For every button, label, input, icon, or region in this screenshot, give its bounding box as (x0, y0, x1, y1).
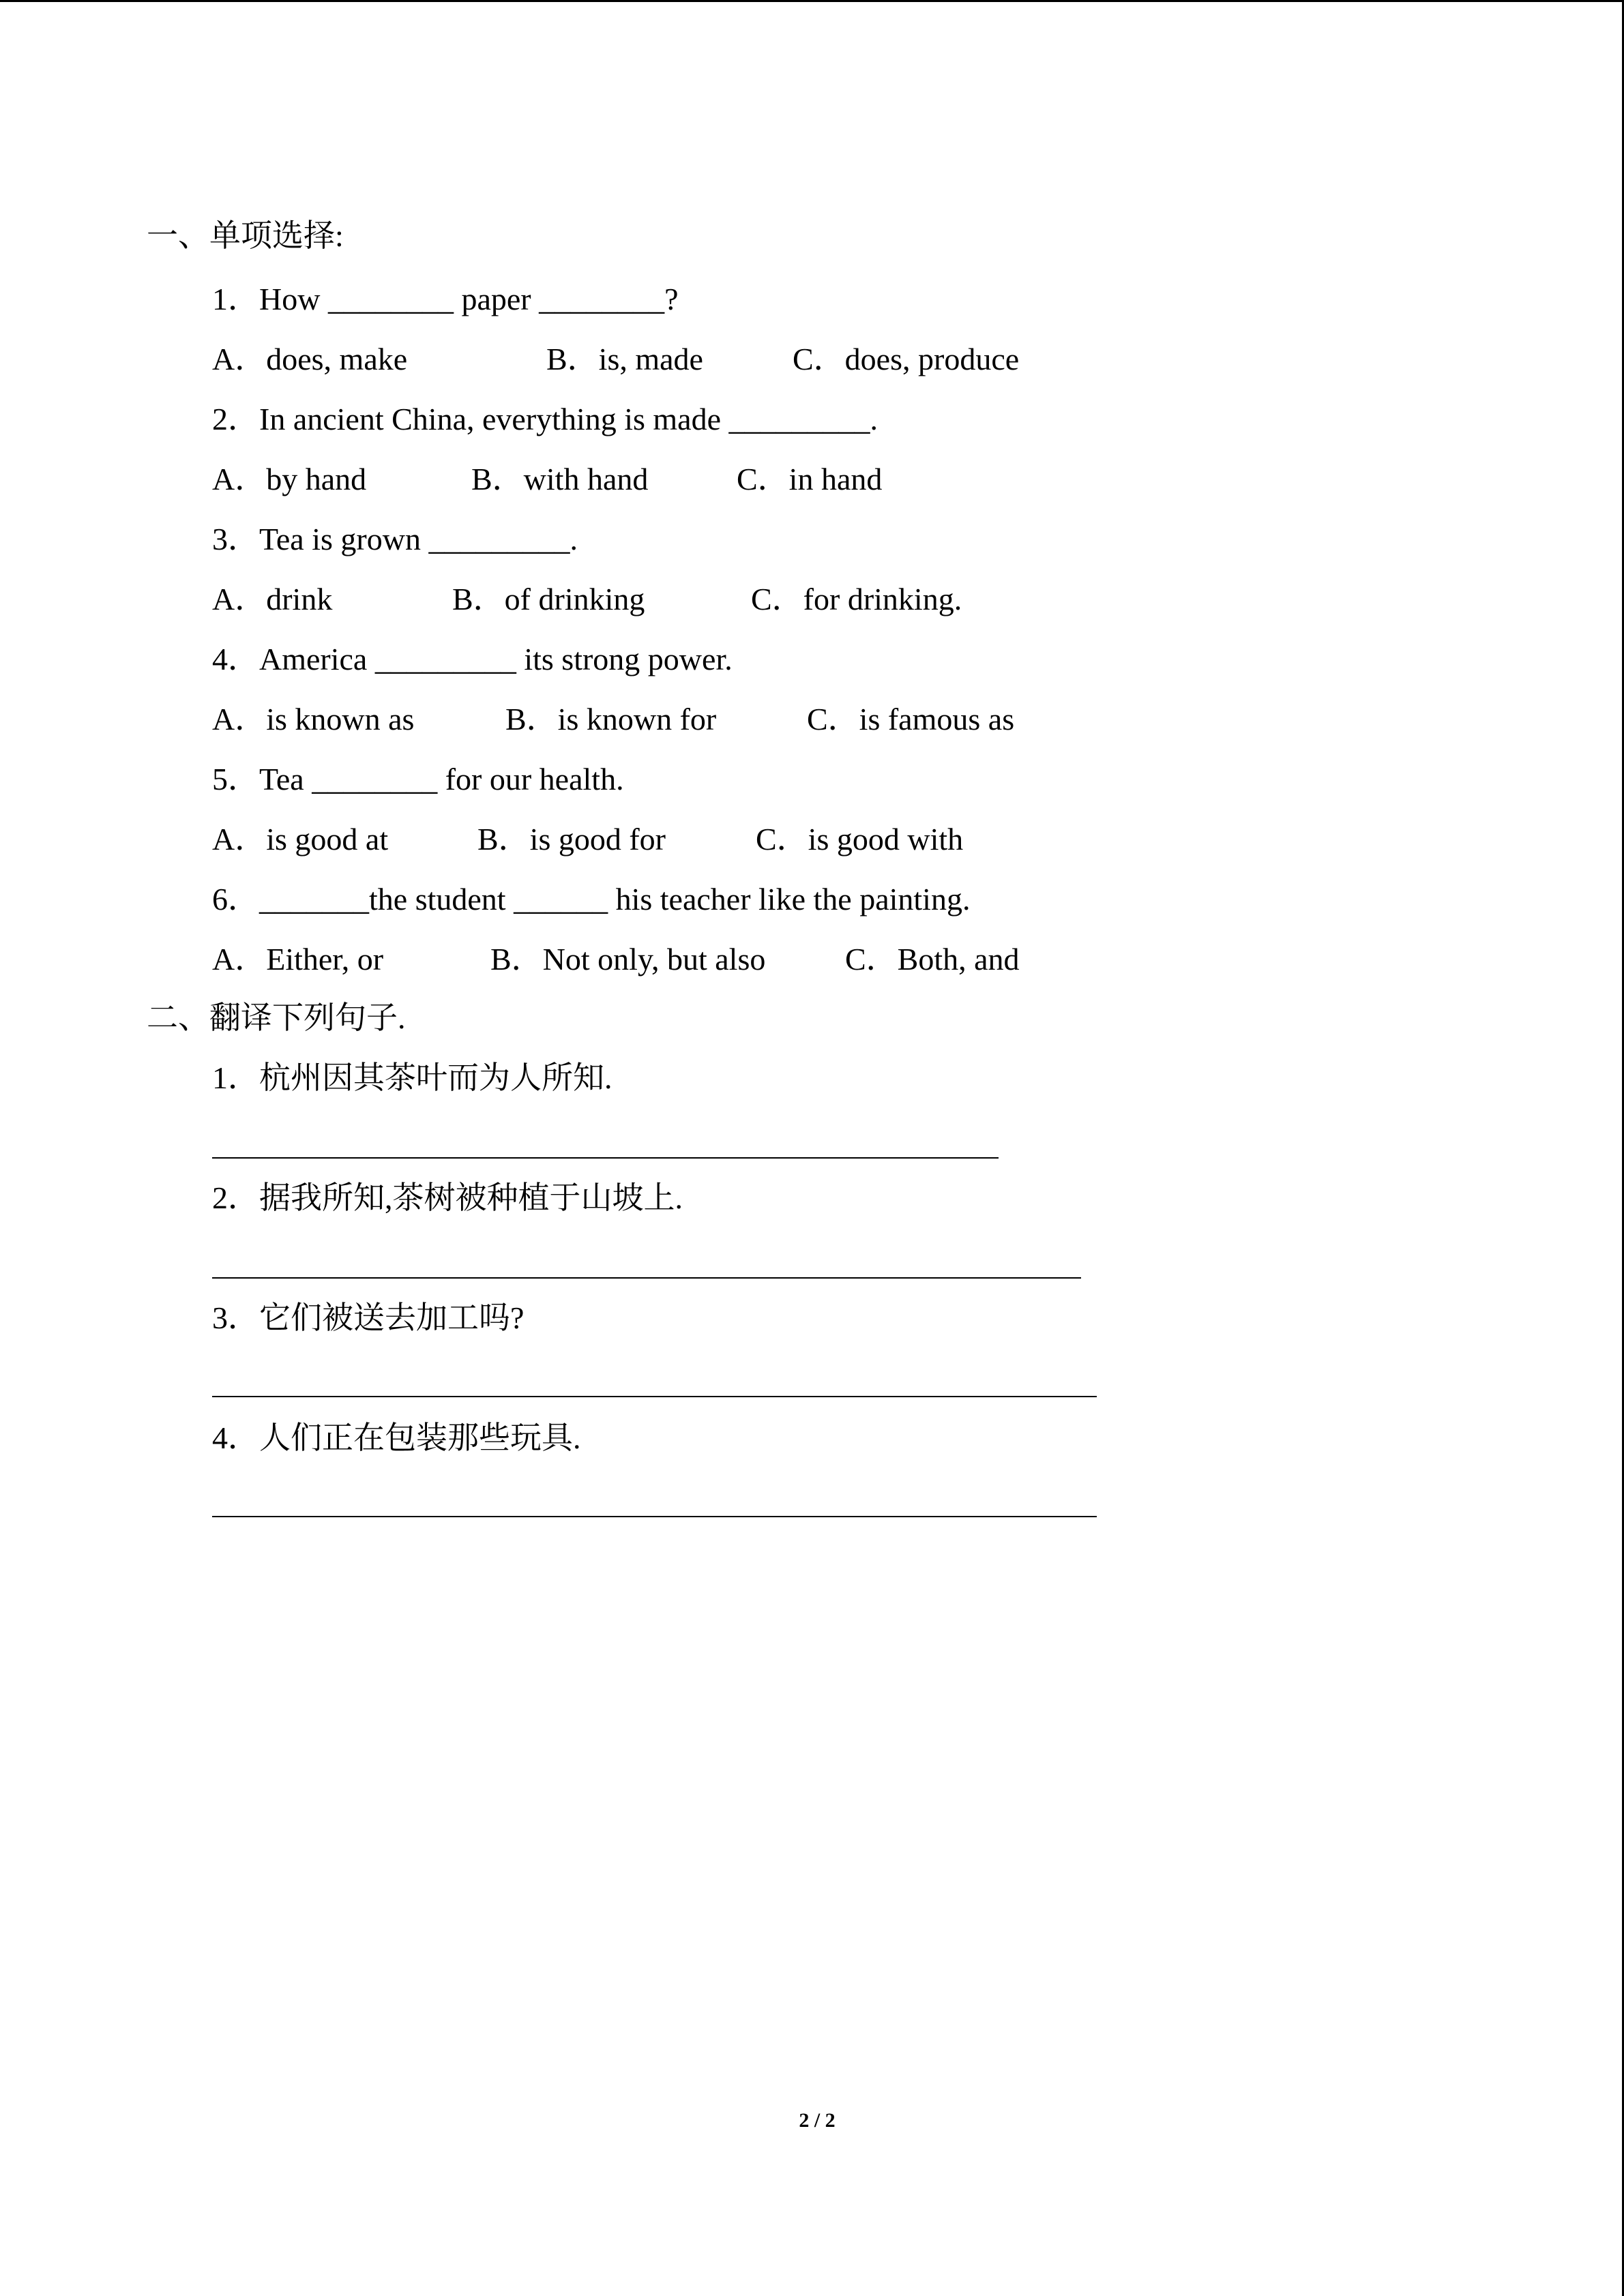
question-3-stem: 3．Tea is grown _________. (212, 522, 578, 556)
question-4-option-b: B．is known for (505, 702, 717, 736)
question-2-option-c: C．in hand (737, 462, 883, 496)
question-4-option-c: C．is famous as (807, 702, 1015, 736)
translation-prompt-1: 1．杭州因其茶叶而为人所知. (212, 1060, 612, 1095)
section-heading-translation: 二、翻译下列句子. (147, 1000, 406, 1035)
question-3-option-c: C．for drinking. (751, 582, 962, 616)
translation-prompt-3: 3．它们被送去加工吗? (212, 1300, 525, 1335)
translation-prompt-4: 4．人们正在包装那些玩具. (212, 1420, 581, 1455)
question-5-option-c: C．is good with (756, 822, 964, 856)
question-2-option-b: B．with hand (471, 462, 649, 496)
question-4-stem: 4．America _________ its strong power. (212, 642, 733, 676)
question-1-option-c: C．does, produce (793, 342, 1020, 376)
question-4-option-a: A．is known as (212, 702, 415, 736)
question-5-option-a: A．is good at (212, 822, 389, 856)
answer-line-3 (212, 1396, 1097, 1397)
translation-prompt-2: 2．据我所知,茶树被种植于山坡上. (212, 1180, 683, 1215)
section-heading-multiple-choice: 一、单项选择: (147, 218, 344, 253)
answer-line-4 (212, 1516, 1097, 1517)
question-6-option-b: B．Not only, but also (490, 942, 766, 976)
question-3-option-b: B．of drinking (452, 582, 645, 616)
question-6-option-a: A．Either, or (212, 942, 384, 976)
question-6-option-c: C．Both, and (845, 942, 1020, 976)
question-1-option-b: B．is, made (546, 342, 703, 376)
question-1-option-a: A．does, make (212, 342, 408, 376)
page-number: 2 / 2 (799, 2109, 836, 2132)
question-1-stem: 1．How ________ paper ________? (212, 282, 679, 316)
question-3-option-a: A．drink (212, 582, 333, 616)
question-6-stem: 6．_______the student ______ his teacher like the painting. (212, 882, 971, 916)
answer-line-2 (212, 1277, 1081, 1279)
question-5-option-b: B．is good for (477, 822, 666, 856)
answer-line-1 (212, 1157, 999, 1159)
question-5-stem: 5．Tea ________ for our health. (212, 762, 624, 796)
question-2-stem: 2．In ancient China, everything is made _________. (212, 402, 879, 436)
question-2-option-a: A．by hand (212, 462, 367, 496)
